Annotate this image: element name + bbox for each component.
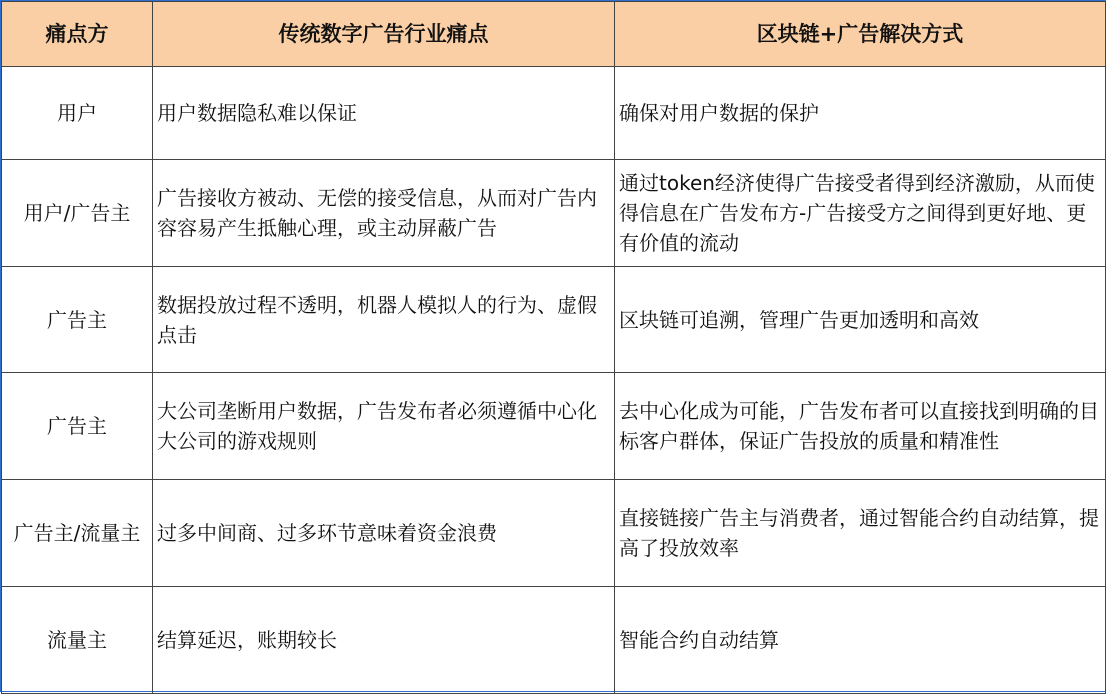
table-row [2, 267, 1106, 373]
pain-points-table [1, 1, 1106, 694]
header-solutions: 区块链+广告解决方式 [615, 2, 1106, 67]
pain-cell: 过多中间商、过多环节意味着资金浪费 [153, 480, 615, 587]
party-cell: 用户/广告主 [2, 160, 153, 267]
party-cell: 流量主 [2, 587, 153, 694]
solution-cell: 直接链接广告主与消费者，通过智能合约自动结算，提高了投放效率 [615, 480, 1106, 587]
header-party: 痛点方 [2, 2, 153, 67]
solution-cell: 智能合约自动结算 [615, 587, 1106, 694]
party-cell: 广告主 [2, 373, 153, 480]
pain-cell: 用户数据隐私难以保证 [153, 67, 615, 160]
solution-cell: 区块链可追溯，管理广告更加透明和高效 [615, 267, 1106, 373]
table-row [2, 373, 1106, 480]
table-row [2, 160, 1106, 267]
party-cell: 广告主 [2, 267, 153, 373]
solution-cell: 去中心化成为可能，广告发布者可以直接找到明确的目标客户群体，保证广告投放的质量和精准性 [615, 373, 1106, 480]
pain-cell: 广告接收方被动、无偿的接受信息，从而对广告内容容易产生抵触心理，或主动屏蔽广告 [153, 160, 615, 267]
party-cell: 广告主/流量主 [2, 480, 153, 587]
pain-cell: 大公司垄断用户数据，广告发布者必须遵循中心化大公司的游戏规则 [153, 373, 615, 480]
table-row [2, 67, 1106, 160]
solution-cell: 确保对用户数据的保护 [615, 67, 1106, 160]
pain-cell: 数据投放过程不透明，机器人模拟人的行为、虚假点击 [153, 267, 615, 373]
table-row [2, 480, 1106, 587]
pain-cell: 结算延迟，账期较长 [153, 587, 615, 694]
header-pain-points: 传统数字广告行业痛点 [153, 2, 615, 67]
table-header-row [2, 2, 1106, 67]
solution-cell: 通过token经济使得广告接受者得到经济激励，从而使得信息在广告发布方-广告接受方之间得到更好地、更有价值的流动 [615, 160, 1106, 267]
party-cell: 用户 [2, 67, 153, 160]
table-row [2, 587, 1106, 694]
